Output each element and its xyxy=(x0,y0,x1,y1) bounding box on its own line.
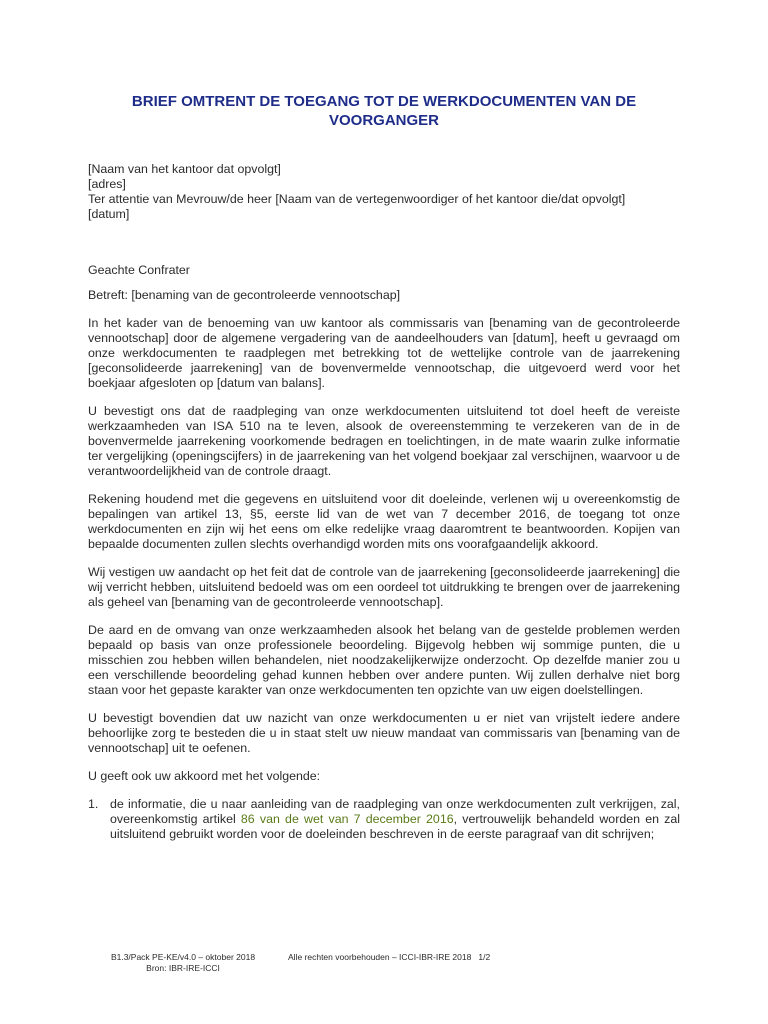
list-text: de informatie, die u naar aanleiding van de raadpleging van onze werkdocumenten zult verkrijgen, zal, overeenkomstig artikel xyxy=(110,797,680,826)
law-article-link[interactable]: 86 van de wet van 7 december 2016 xyxy=(240,812,454,826)
page-title: BRIEF OMTRENT DE TOEGANG TOT DE WERKDOCUMENTEN VAN DE VOORGANGER xyxy=(131,93,637,129)
letter-body xyxy=(88,162,680,842)
address-line: Ter attentie van Mevrouw/de heer [Naam van de vertegenwoordiger of het kantoor die/dat opvolgt] xyxy=(88,192,626,206)
footer-version-line: B1.3/Pack PE-KE/v4.0 – oktober 2018 xyxy=(110,952,256,962)
list-item xyxy=(88,797,680,842)
address-line: [datum] xyxy=(88,207,130,221)
paragraph: De aard en de omvang van onze werkzaamheden alsook het belang van de gestelde problemen werden bepaald op basis van onze professionele beoordeling. Bijgevolg hebben wij sommige punten, die u misschien zou hebben willen behandelen, niet noodzakelijkerwijze onderzocht. Op dezelfde manier zou u een verschillende beoordeling gehad kunnen hebben over andere punten. Wij zullen derhalve niet borg staan voor het gepaste karakter van onze werkdocumenten ten opzichte van uw eigen doelstellingen. xyxy=(88,623,680,697)
paragraph: U bevestigt ons dat de raadpleging van onze werkdocumenten uitsluitend tot doel heeft de vereiste werkzaamheden van ISA 510 na te leven, alsook de overeenstemming te verzekeren van de in de bovenvermelde jaarrekening voorkomende bedragen en toelichtingen, in de mate waarin zulke informatie ter vergelijking (openingscijfers) in de jaarrekening van het volgend boekjaar zal verschijnen, waarvoor u de verantwoordelijkheid van de controle draagt. xyxy=(88,404,680,478)
address-line: [Naam van het kantoor dat opvolgt] xyxy=(88,162,281,176)
footer-source-line: Bron: IBR-IRE-ICCI xyxy=(146,963,220,973)
address-line: [adres] xyxy=(88,177,126,191)
list-number: 1. xyxy=(88,797,99,811)
footer-version xyxy=(88,952,278,974)
paragraph: Rekening houdend met die gegevens en uitsluitend voor dit doeleinde, verlenen wij u overeenkomstig de bepalingen van artikel 13, §5, eerste lid van de wet van 7 december 2016, de toegang tot onze werkdocumenten en zijn wij het eens om elke redelijke vraag daaromtrent te beantwoorden. Kopijen van bepaalde documenten zullen slechts overhandigd worden mits ons voorafgaandelijk akkoord. xyxy=(88,492,680,551)
subject-line: Betreft: [benaming van de gecontroleerde vennootschap] xyxy=(88,288,401,302)
footer-rights xyxy=(288,952,490,963)
list-text: , vertrouwelijk behandeld worden en zal uitsluitend gebruikt worden voor de doeleinden beschreven in de eerste paragraaf van dit schrijven; xyxy=(110,812,681,841)
salutation: Geachte Confrater xyxy=(88,263,190,277)
paragraph: In het kader van de benoeming van uw kantoor als commissaris van [benaming van de gecontroleerde vennootschap] door de algemene vergadering van de aandeelhouders van [datum], heeft u gevraagd om onze werkdocumenten te raadplegen met betrekking tot de wettelijke controle van de jaarrekening [geconsolideerde jaarrekening] van de bovenvermelde vennootschap, die uitgevoerd werd voor het boekjaar afgesloten op [datum van balans]. xyxy=(88,316,680,390)
paragraph: U bevestigt bovendien dat uw nazicht van onze werkdocumenten u er niet van vrijstelt iedere andere behoorlijke zorg te besteden die u in staat stelt uw nieuw mandaat van commissaris van [benaming van de vennootschap] uit te oefenen. xyxy=(88,711,680,755)
page-number: 1/2 xyxy=(478,952,491,962)
footer-rights-text: Alle rechten voorbehouden – ICCI-IBR-IRE 2018 xyxy=(288,952,472,962)
agreement-intro: U geeft ook uw akkoord met het volgende: xyxy=(88,769,321,783)
paragraph: Wij vestigen uw aandacht op het feit dat de controle van de jaarrekening [geconsolideerde jaarrekening] die wij verricht hebben, uitsluitend bedoeld was om een oordeel tot uitdrukking te brengen over de jaarrekening als geheel van [benaming van de gecontroleerde vennootschap]. xyxy=(88,565,680,609)
recipient-address xyxy=(88,162,680,222)
